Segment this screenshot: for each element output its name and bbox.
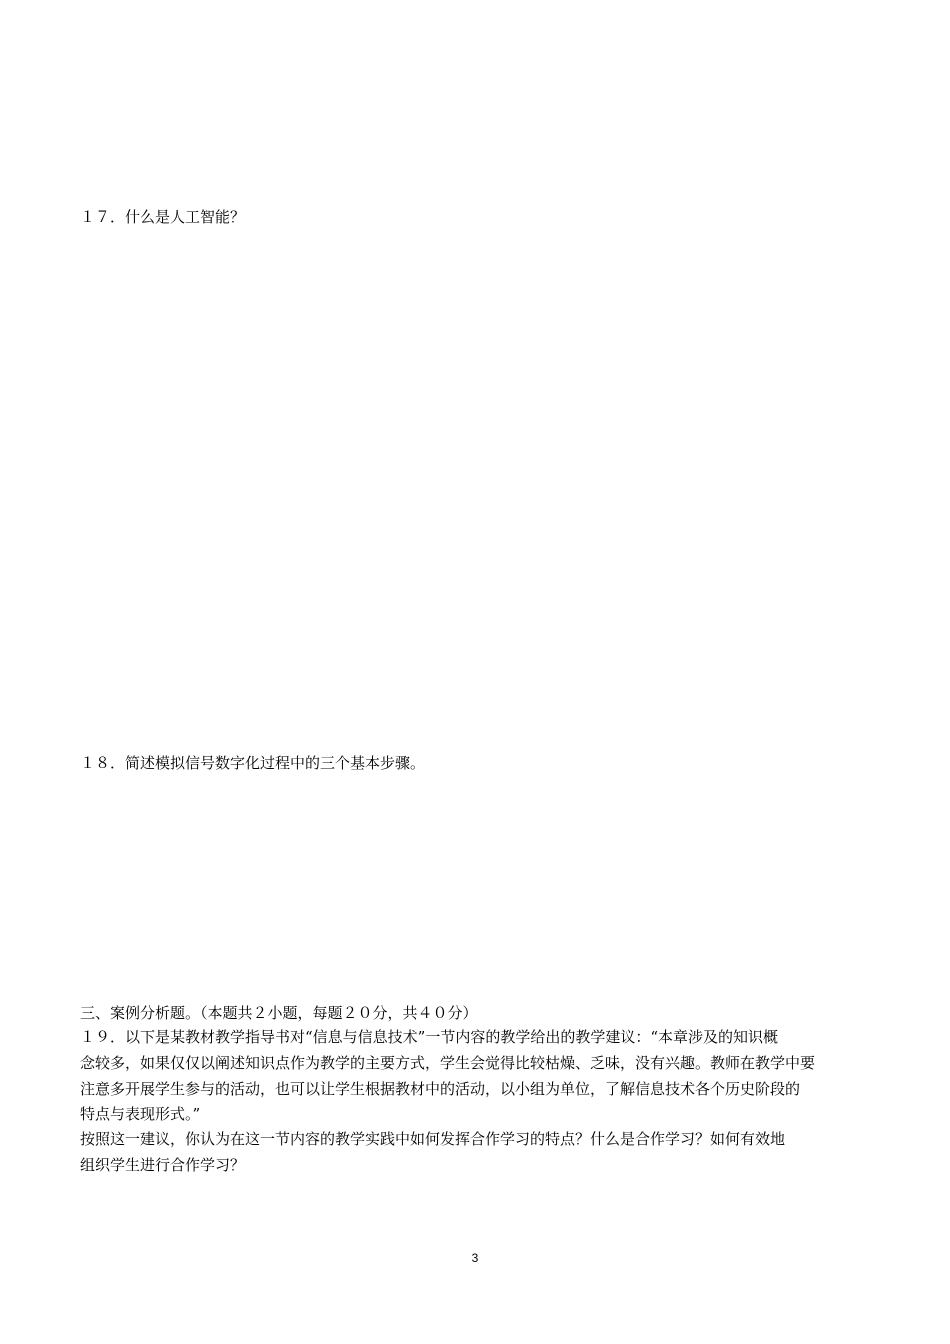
question-19-line: 念较多，如果仅仅以阐述知识点作为教学的主要方式，学生会觉得比较枯燥、乏味，没有兴趣。教师在教学中要 — [80, 1054, 816, 1072]
question-18: １８．简述模拟信号数字化过程中的三个基本步骤。 — [80, 754, 426, 772]
question-17: １７．什么是人工智能？ — [80, 208, 246, 226]
question-19-line: 特点与表现形式。” — [80, 1105, 201, 1123]
question-19-line: 注意多开展学生参与的活动，也可以让学生根据教材中的活动，以小组为单位，了解信息技术各个历史阶段的 — [80, 1080, 801, 1098]
section-3-heading: 三、案例分析题。（本题共２小题，每题２０分，共４０分） — [80, 1004, 478, 1022]
question-19-line: 组织学生进行合作学习？ — [80, 1156, 246, 1174]
question-19-line: １９．以下是某教材教学指导书对“信息与信息技术”一节内容的教学给出的教学建议：“本章涉及的知识概 — [80, 1028, 779, 1046]
question-19-line: 按照这一建议，你认为在这一节内容的教学实践中如何发挥合作学习的特点？什么是合作学习？如何有效地 — [80, 1130, 786, 1148]
page-number: 3 — [471, 1251, 479, 1265]
